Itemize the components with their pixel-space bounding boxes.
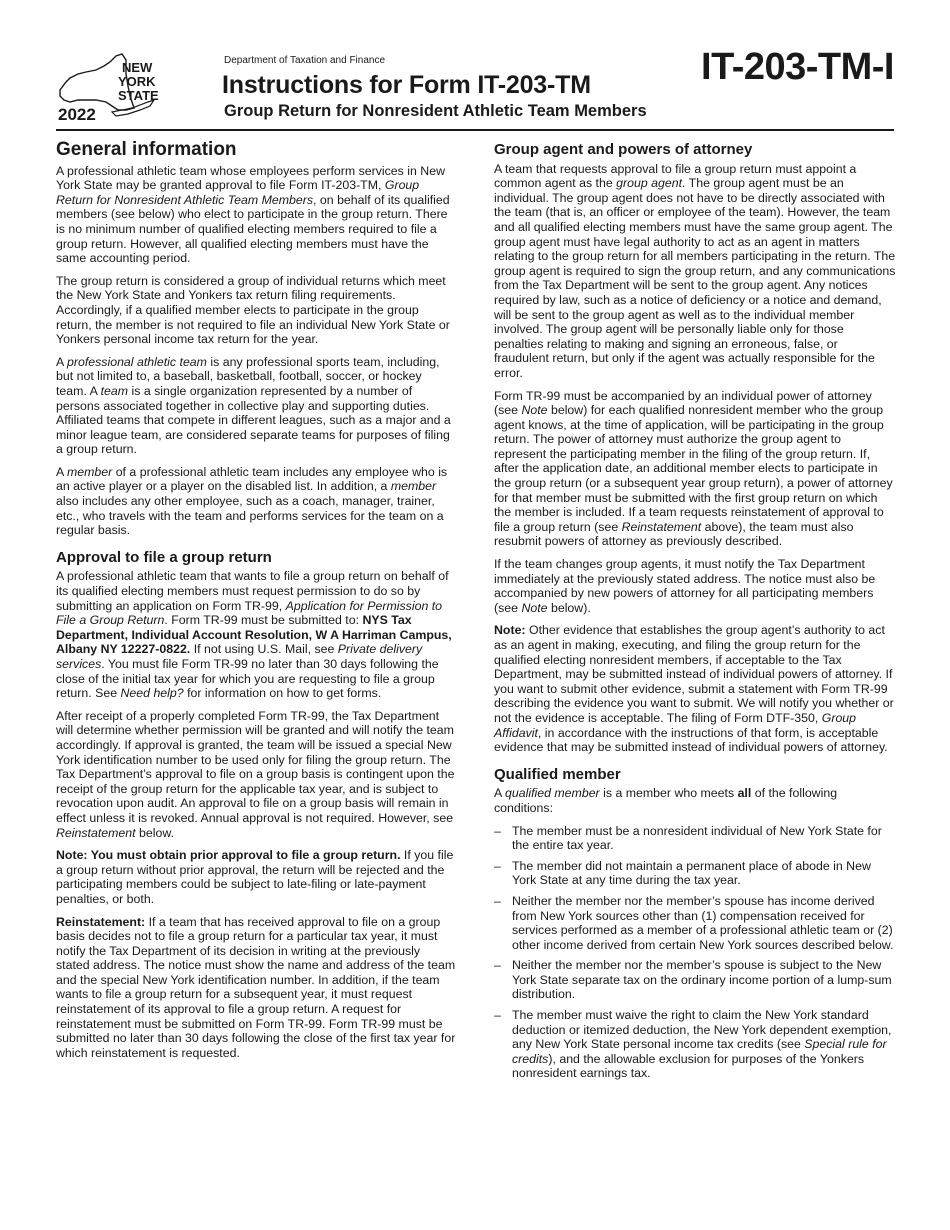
header-divider: [56, 129, 894, 131]
group-agent-note: Note: Other evidence that establishes the group agent’s authority to act as an agent in making, executing, and filing the group return for the qualified electing nonresident members, if acceptable to the Tax Department, may be submitted instead of individual powers of attorney. If you want to submit other evidence, submit a statement with Form TR-99 describing the evidence you want to submit. We will notify you whether or not the evidence is acceptable. The filing of Form DTF-350, Group Affidavit, in accordance with the instructions of that form, is acceptable evidence that may be submitted instead of individual powers of attorney.: [494, 623, 894, 755]
logo-year: 2022: [58, 105, 96, 124]
condition-item: – Neither the member nor the member’s spouse is subject to the New York State separate tax on the ordinary income portion of a lump-sum distribution.: [494, 958, 896, 1002]
document-title: Instructions for Form IT-203-TM: [222, 71, 591, 99]
general-paragraph-4: A member of a professional athletic team includes any employee who is an active player or a player on the disabled list. In addition, a member also includes any other employee, such as a coach, manager, trainer, etc., who travels with the team and performs services for the team on a regular basis.: [56, 464, 448, 538]
left-column: [56, 140, 456, 1068]
approval-heading: Approval to file a group return: [56, 548, 272, 566]
form-number: IT-203-TM-I: [701, 46, 894, 88]
condition-item: – The member must waive the right to claim the New York standard deduction or itemized deduction, the New York dependent exemption, any New York State personal income tax credits (see Special rule for credits), and the allowable exclusion for purposes of the Yonkers nonresident earnings tax.: [494, 1008, 896, 1081]
group-agent-paragraph-3: If the team changes group agents, it must notify the Tax Department immediately at the previously stated address. The notice must also be accompanied by new powers of attorney for all participating members (see Note below).: [494, 557, 876, 615]
page-header: [0, 0, 950, 135]
general-paragraph-1: A professional athletic team whose employees perform services in New York State may be granted approval to file Form IT-203-TM, Group Return for Nonresident Athletic Team Members, on behalf of its qualified members (see below) who elect to participate in the group return. There is no minimum number of qualified electing members required to file a group return. However, all qualified electing members must have the same accounting period.: [56, 163, 450, 266]
reinstatement-paragraph: Reinstatement: If a team that has received approval to file on a group basis decides not to file a group return for a particular tax year, it must notify the Tax Department of its decision in writing at the previously stated address. The notice must show the name and address of the team and the special New York identification number. In addition, if the team wants to file a group return for a subsequent year, it must request reinstatement of its approval to file a group return. A request for reinstatement must be submitted on Form TR-99. Form TR-99 must be submitted no later than 30 days following the close of the first tax year for which reinstatement is requested.: [56, 914, 456, 1060]
condition-item: – Neither the member nor the member’s spouse has income derived from New York sources other than (1) compensation received for services performed as a member of a professional athletic team or (2) other income derived from certain New York sources described below.: [494, 894, 896, 952]
logo-state: STATE: [118, 88, 159, 103]
general-paragraph-3: A professional athletic team is any professional sports team, including, but not limited to, a baseball, basketball, football, soccer, or hockey team. A team is a single organization represented by a number of persons associated together in collective play and supporting duties. Affiliated teams that compete in different leagues, such as a major and a minor league team, are considered separate teams for purposes of filing a group return.: [56, 354, 451, 457]
group-agent-paragraph-1: A team that requests approval to file a group return must appoint a common agent as the group agent. The group agent must be an individual. The group agent does not have to be directly associated with the team (that is, an officer or employee of the team). However, the team and all qualified electing members must have the same group agent. The group agent must have legal authority to act as an agent in matters relating to the group return for all members participating in the return. The group agent is required to sign the group return, and any communications from the Tax Department will be sent to the group agent. Any notices required by law, such as a notice of deficiency or a notice and demand, will be sent to the group agent as well as to the individual member involved. The group agent will be personally liable only for those penalties relating to making and signing an erroneous, false, or fraudulent return, but only if the agent was actually responsible for the error.: [494, 161, 896, 380]
qualified-member-conditions: [494, 824, 896, 1082]
general-information-heading: General information: [56, 139, 237, 160]
approval-paragraph-2: After receipt of a properly completed Form TR-99, the Tax Department will determine whether permission will be granted and will notify the team accordingly. If approval is granted, the team will be issued a special New York identification number to be used only for filing the group return. The Tax Department’s approval to file on a group basis is contingent upon the receipt of the group return for the applicable tax year, and is subject to revocation upon audit. An approval to file on a group basis will remain in effect unless it is revoked. Annual approval is not required. However, see Reinstatement below.: [56, 708, 455, 840]
qualified-member-intro: A qualified member is a member who meets all of the following conditions:: [494, 786, 838, 815]
condition-item: – The member must be a nonresident individual of New York State for the entire tax year.: [494, 824, 896, 853]
logo-new: NEW: [122, 60, 153, 75]
qualified-member-heading: Qualified member: [494, 765, 621, 783]
general-paragraph-2: The group return is considered a group of individual returns which meet the New York State and Yonkers tax return filing requirements. Accordingly, if a qualified member elects to participate in the group return, the member is not required to file an individual New York State or Yonkers personal income tax return for the year.: [56, 273, 450, 347]
document-subtitle: Group Return for Nonresident Athletic Team Members: [224, 102, 647, 120]
right-column: [494, 140, 896, 1087]
approval-paragraph-1: A professional athletic team that wants to file a group return on behalf of its qualified electing members must request permission to do so by submitting an application on Form TR-99, Application for Permission to File a Group Return. Form TR-99 must be submitted to: NYS Tax Department, Individual Account Resolution, W A Harriman Campus, Albany NY 12227-0822. If not using U.S. Mail, see Private delivery services. You must file Form TR-99 no later than 30 days following the close of the initial tax year for which you are requesting to file a group return. See Need help? for information on how to get forms.: [56, 569, 452, 701]
group-agent-heading: Group agent and powers of attorney: [494, 141, 753, 158]
department-name: Department of Taxation and Finance: [224, 55, 386, 66]
condition-item: – The member did not maintain a permanent place of abode in New York State at any time during the tax year.: [494, 859, 896, 888]
new-york-state-logo: [56, 52, 166, 124]
logo-york: YORK: [118, 74, 156, 89]
approval-note: Note: You must obtain prior approval to file a group return. If you file a group return without prior approval, the return will be rejected and the participating members could be subject to late-filing or late-payment penalties, or both.: [56, 848, 454, 906]
group-agent-paragraph-2: Form TR-99 must be accompanied by an individual power of attorney (see Note below) for each qualified nonresident member who the group agent knows, at the time of application, will be participating in the group return. The power of attorney must authorize the group agent to represent the participating member in the filing of the group return. If, after the application date, an additional member elects to participate in the group return (or a subsequent year group return), a power of attorney for that member must be submitted with the first group return on which the member is included. If a team requests reinstatement of approval to file a group return (see Reinstatement above), the team must also resubmit powers of attorney as previously described.: [494, 388, 893, 549]
